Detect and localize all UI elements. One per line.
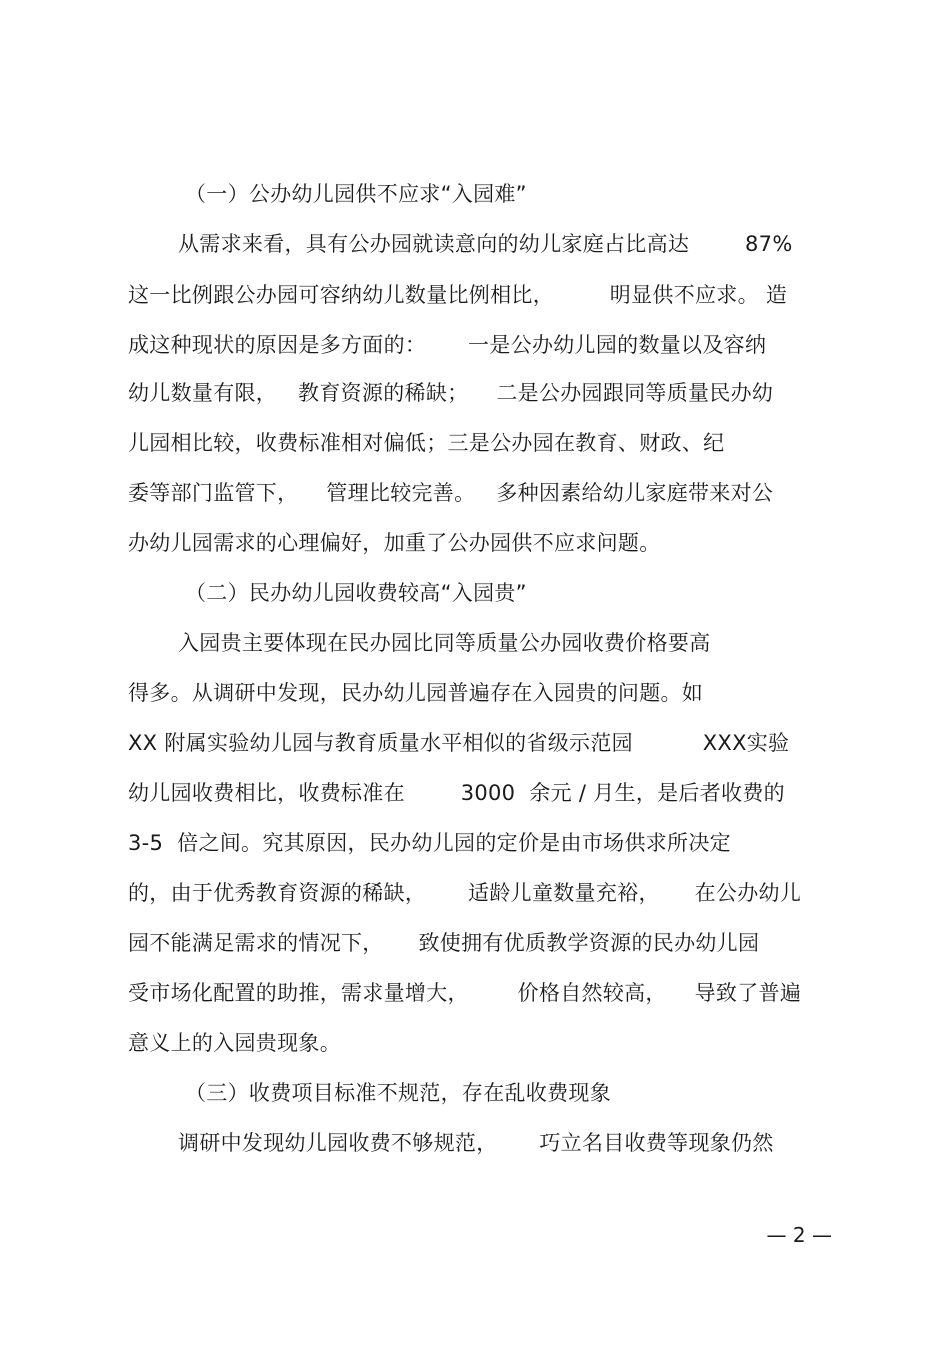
paragraph-1-line-3: 成这种现状的原因是多方面的： 一是公办幼儿园的数量以及容纳	[128, 333, 767, 357]
paragraph-1-line-2: 这一比例跟公办园可容纳幼儿数量比例相比， 明显供不应求。 造	[128, 283, 788, 307]
paragraph-2-line-7: 园不能满足需求的情况下， 致使拥有优质教学资源的民办幼儿园	[128, 931, 760, 955]
paragraph-3-line-1: 调研中发现幼儿园收费不够规范， 巧立名目收费等现象仍然	[178, 1131, 774, 1155]
paragraph-2-line-9: 意义上的入园贵现象。	[128, 1031, 341, 1055]
paragraph-2-line-4: 幼儿园收费相比，收费标准在 3000 余元 / 月生，是后者收费的	[128, 781, 785, 805]
paragraph-1-line-5: 儿园相比较，收费标准相对偏低；三是公办园在教育、财政、纪	[128, 431, 725, 455]
section-heading-2: （二）民办幼儿园收费较高“入园贵”	[185, 581, 527, 605]
paragraph-2-line-6: 的，由于优秀教育资源的稀缺， 适龄儿童数量充裕， 在公办幼儿	[128, 881, 802, 905]
section-heading-3: （三）收费项目标准不规范，存在乱收费现象	[185, 1081, 611, 1105]
paragraph-2-line-5: 3-5 倍之间。究其原因，民办幼儿园的定价是由市场供求所决定	[128, 831, 731, 855]
paragraph-2-line-3: XX 附属实验幼儿园与教育质量水平相似的省级示范园 XXX实验	[128, 731, 790, 755]
page-number: — 2 —	[766, 1223, 832, 1247]
paragraph-2-line-1: 入园贵主要体现在民办园比同等质量公办园收费价格要高	[178, 631, 711, 655]
paragraph-1-line-4: 幼儿数量有限， 教育资源的稀缺； 二是公办园跟同等质量民办幼	[128, 381, 774, 405]
paragraph-1-line-1: 从需求来看，具有公办园就读意向的幼儿家庭占比高达 87%	[178, 232, 793, 256]
paragraph-2-line-8: 受市场化配置的助推，需求量增大， 价格自然较高， 导致了普遍	[128, 981, 802, 1005]
paragraph-1-line-6: 委等部门监管下， 管理比较完善。 多种因素给幼儿家庭带来对公	[128, 481, 774, 505]
paragraph-1-line-7: 办幼儿园需求的心理偏好，加重了公办园供不应求问题。	[128, 531, 661, 555]
paragraph-2-line-2: 得多。从调研中发现，民办幼儿园普遍存在入园贵的问题。如	[128, 681, 704, 705]
section-heading-1: （一）公办幼儿园供不应求“入园难”	[185, 182, 527, 206]
